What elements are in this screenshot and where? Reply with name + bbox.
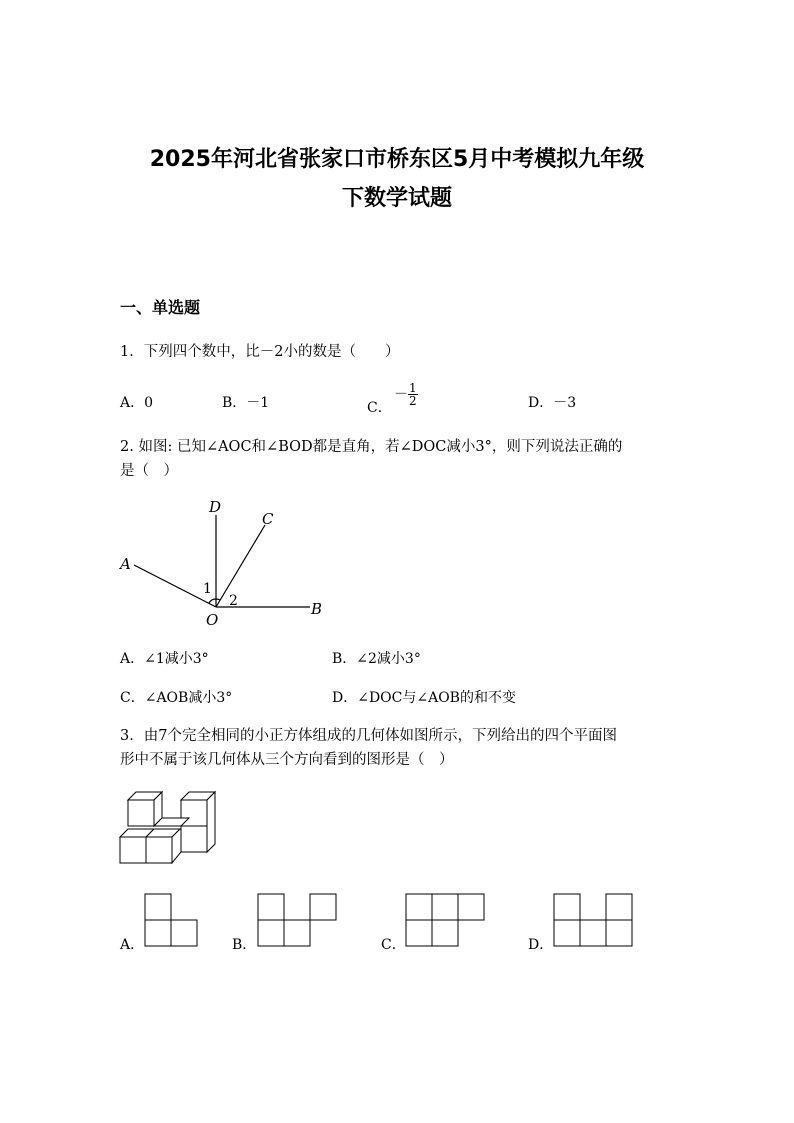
q3-option-a: A．	[120, 937, 145, 953]
cube-side	[207, 792, 215, 852]
grid-square	[171, 920, 197, 946]
q1-option-c-fraction	[394, 382, 418, 407]
label-angle-1: 1	[203, 581, 212, 597]
page-title-line1: 2025年河北省张家口市桥东区5月中考模拟九年级	[149, 147, 645, 172]
q2-option-a: A．∠1减小3°	[120, 651, 209, 667]
q2-option-b: B．∠2减小3°	[332, 651, 421, 667]
label-o: O	[206, 611, 219, 629]
q1-option-a: A．0	[120, 395, 154, 411]
q3-option-c-figure	[405, 893, 487, 949]
angle-2-arc	[216, 599, 220, 600]
ray-oc	[216, 525, 265, 607]
cube-front	[181, 826, 207, 852]
grid-square	[310, 894, 336, 920]
q1-option-c: C．	[367, 400, 392, 416]
grid-square	[458, 894, 484, 920]
fraction-sign: －	[394, 386, 408, 403]
fraction-numerator: 1	[409, 381, 417, 395]
grid-square	[258, 920, 284, 946]
grid-square	[432, 920, 458, 946]
label-a: A	[120, 555, 131, 573]
grid-square	[406, 894, 432, 920]
cube-solid-figure	[115, 788, 225, 868]
q3-option-b-figure	[257, 893, 339, 949]
label-d: D	[209, 498, 222, 516]
q1-option-b: B．－1	[222, 395, 270, 411]
q3-option-b: B．	[232, 937, 257, 953]
grid-square	[406, 920, 432, 946]
question-1-stem: 1．下列四个数中，比－2小的数是（ ）	[120, 344, 400, 360]
cube-front	[120, 837, 146, 863]
grid-square	[145, 894, 171, 920]
q3-option-c: C．	[381, 937, 406, 953]
page-title-line2: 下数学试题	[341, 186, 452, 211]
grid-square	[580, 920, 606, 946]
grid-square	[606, 920, 632, 946]
label-b: B	[311, 600, 323, 618]
q3-option-d-figure	[553, 893, 635, 949]
question-2-stem-line2: 是（ ）	[120, 463, 178, 479]
label-c: C	[262, 510, 274, 528]
question-2-stem-line1: 2. 如图: 已知∠AOC和∠BOD都是直角，若∠DOC减小3°，则下列说法正确的	[120, 439, 623, 455]
question-3-stem-line1: 3．由7个完全相同的小正方体组成的几何体如图所示，下列给出的四个平面图	[120, 728, 617, 744]
q2-option-c: C．∠AOB减小3°	[120, 690, 233, 706]
q1-option-d: D．－3	[528, 395, 577, 411]
cube-front	[128, 800, 154, 826]
section-heading: 一、单选题	[120, 298, 201, 317]
grid-square	[258, 894, 284, 920]
q3-option-a-figure	[144, 893, 200, 949]
grid-square	[554, 894, 580, 920]
question-3-stem-line2: 形中不属于该几何体从三个方向看到的图形是（ ）	[120, 752, 454, 768]
grid-square	[606, 894, 632, 920]
grid-square	[284, 920, 310, 946]
angle-1-arc	[209, 599, 216, 603]
angle-figure	[110, 495, 340, 635]
cube-front	[146, 837, 172, 863]
grid-square	[145, 920, 171, 946]
grid-square	[432, 894, 458, 920]
q2-option-d: D．∠DOC与∠AOB的和不变	[332, 690, 516, 706]
label-angle-2: 2	[229, 593, 238, 609]
fraction-denominator: 2	[409, 394, 417, 408]
grid-square	[554, 920, 580, 946]
q3-option-d: D．	[528, 937, 554, 953]
